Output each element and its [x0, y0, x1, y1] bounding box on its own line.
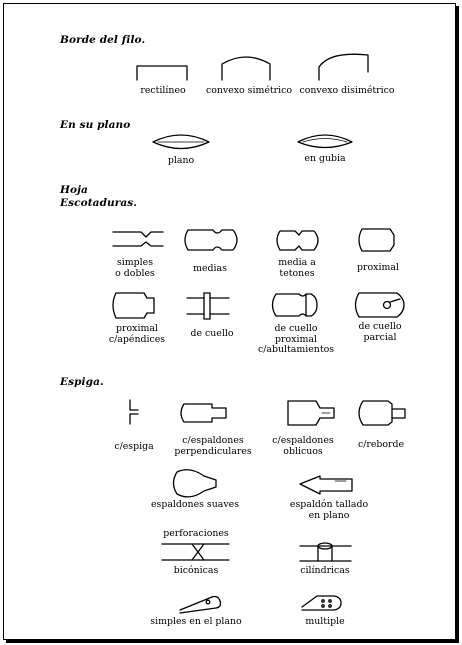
label-media-a-tetones: media a tetones [278, 257, 316, 279]
label-c-reborde: c/reborde [357, 439, 405, 450]
heading-en-su-plano: En su plano [60, 119, 131, 131]
label-proximal-apendices: proximal c/apéndices [108, 323, 166, 345]
heading-espiga: Espiga. [60, 376, 104, 388]
neck-partial-figure [356, 293, 405, 317]
edge-rectilinear-figure [137, 66, 187, 80]
label-convexo-disimetrico: convexo disimétrico [299, 85, 395, 96]
label-proximal: proximal [357, 262, 399, 273]
tang-oblique-figure [288, 401, 334, 425]
label-en-gubia: en gubia [304, 153, 346, 164]
label-biconicas: bicónicas [173, 565, 219, 576]
notch-medium-tabs-figure [277, 231, 318, 250]
label-espaldones-oblicuos: c/espaldones oblicuos [272, 435, 334, 457]
label-multiple: multiple [305, 616, 345, 627]
tang-perpendicular-figure [181, 404, 226, 422]
heading-escotaduras: Escotaduras. [60, 197, 138, 209]
tang-soft-shoulder-figure [174, 470, 217, 497]
heading-hoja: Hoja [60, 184, 88, 196]
label-de-cuello-proximal: de cuello proximal c/abultamientos [257, 323, 335, 355]
notch-proximal-appendix-figure [113, 293, 154, 318]
perforation-plane-single-figure [180, 597, 221, 614]
edge-convex-symmetric-figure [222, 57, 270, 80]
label-convexo-simetrico: convexo simétrico [205, 85, 293, 96]
label-de-cuello: de cuello [190, 328, 234, 339]
label-simples-o-dobles: simples o dobles [115, 257, 155, 279]
label-plano: plano [167, 155, 195, 166]
perforation-biconical-figure [162, 544, 229, 560]
label-de-cuello-parcial: de cuello parcial [358, 321, 402, 343]
label-medias: medias [193, 263, 227, 274]
perforation-cylindrical-figure [300, 543, 351, 561]
label-perforaciones: perforaciones [163, 528, 229, 539]
label-cilindricas: cilíndricas [300, 565, 350, 576]
label-rectilineo: rectilíneo [140, 85, 186, 96]
perforation-multiple-figure [302, 596, 341, 610]
label-simples-en-el-plano: simples en el plano [150, 616, 242, 627]
neck-notch-figure [187, 293, 229, 319]
label-c-espiga: c/espiga [114, 441, 154, 452]
neck-proximal-bulges-figure [273, 294, 318, 316]
edge-convex-asymmetric-figure [319, 54, 368, 80]
notch-medium-figure [185, 230, 237, 250]
label-espaldones-perpendiculares: c/espaldones perpendiculares [174, 435, 252, 457]
tang-simple-figure [130, 400, 138, 424]
notch-simple-figure [113, 232, 163, 246]
label-espaldon-tallado: espaldón tallado en plano [289, 499, 369, 521]
heading-borde-del-filo: Borde del filo. [60, 34, 146, 46]
tang-plane-shoulder-figure [300, 476, 352, 494]
notch-proximal-figure [359, 229, 394, 251]
flat-profile-figure [153, 135, 209, 149]
tang-rim-figure [359, 401, 405, 425]
label-espaldones-suaves: espaldones suaves [150, 499, 240, 510]
gouge-profile-figure [298, 135, 352, 148]
